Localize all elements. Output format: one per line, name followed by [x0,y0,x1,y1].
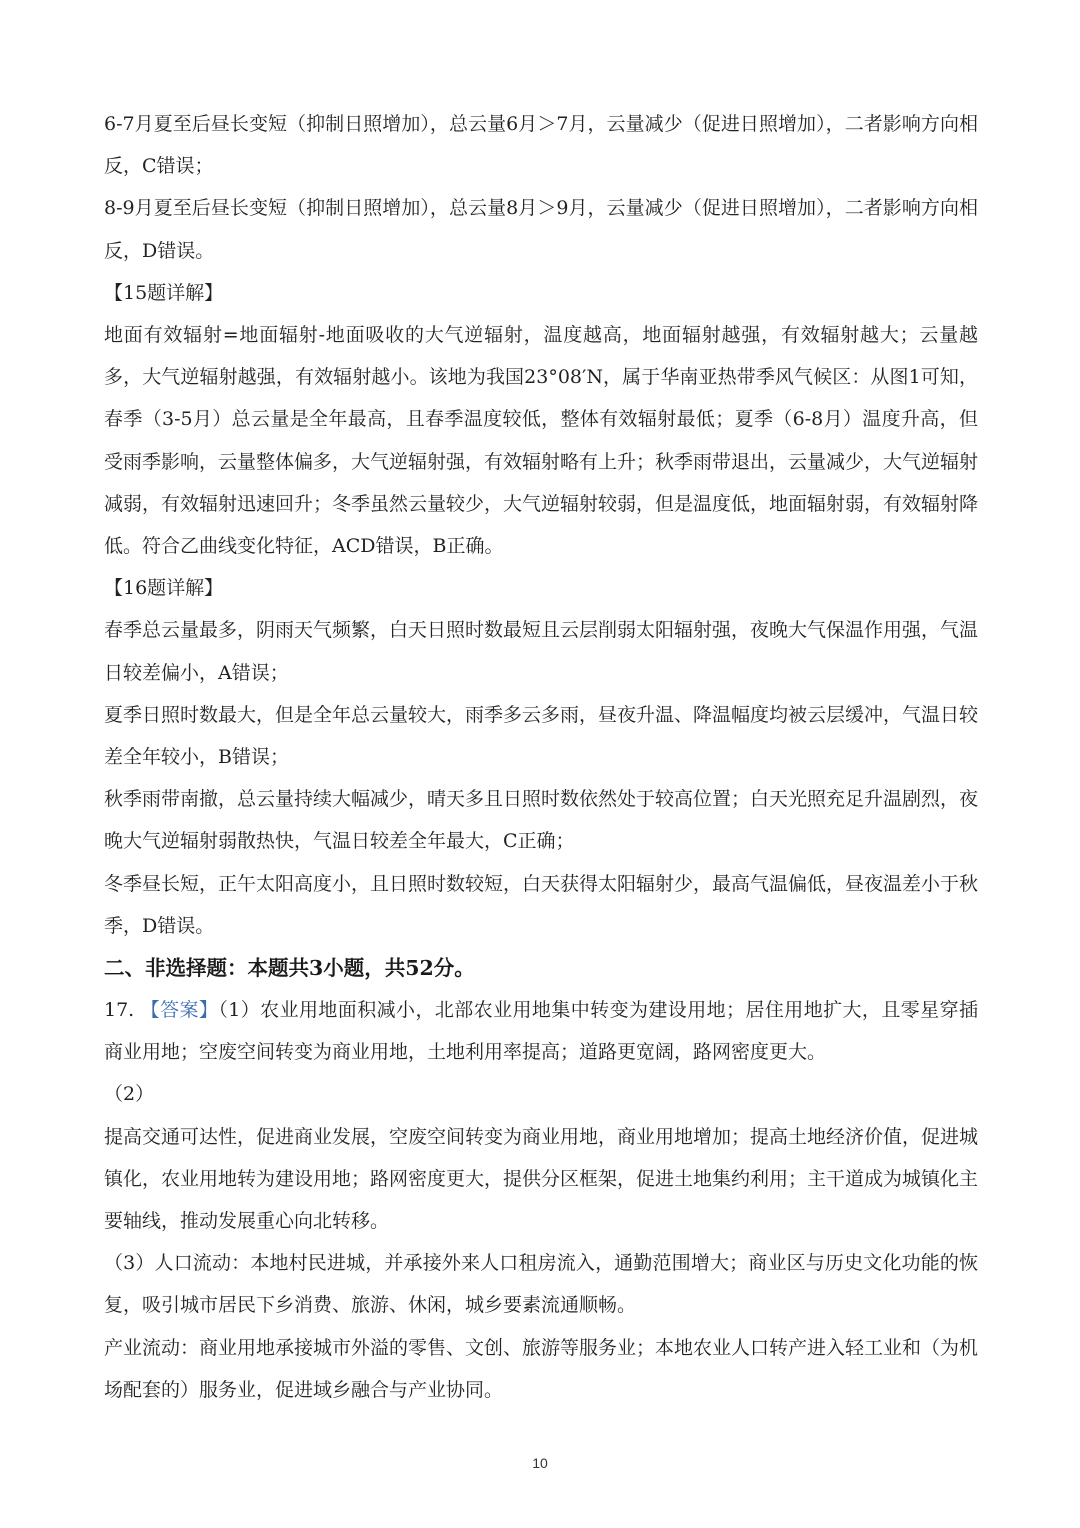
heading-q15: 【15题详解】 [104,281,224,304]
paragraph-q17-part2: 提高交通可达性，促进商业发展，空废空间转变为商业用地，商业用地增加；提高土地经济价值，促进城镇化，农业用地转为建设用地；路网密度更大，提供分区框架，促进土地集约利用；主干道成为城镇化主要轴线，推动发展重心向北转移。 [104,1125,979,1233]
answer-part1-text: （1）农业用地面积减小，北部农业用地集中转变为建设用地；居住用地扩大，且零星穿插商业用地；空废空间转变为商业用地，土地利用率提高；道路更宽阔，路网密度更大。 [104,999,978,1064]
document-body [104,103,978,1411]
heading-q16: 【16题详解】 [104,577,224,600]
section-title-non-choice: 二、非选择题：本题共3小题，共52分。 [104,956,475,981]
paragraph-q16-a: 春季总云量最多，阴雨天气频繁，白天日照时数最短且云层削弱太阳辐射强，夜晚大气保温作用强，气温日较差偏小，A错误； [104,619,979,684]
question-number: 17. [104,999,135,1022]
paragraph-q14-c: 6-7月夏至后昼长变短（抑制日照增加），总云量6月＞7月，云量减少（促进日照增加），二者影响方向相反，C错误； [104,113,978,178]
answer-tag: 【答案】 [140,999,219,1022]
paragraph-q14-d: 8-9月夏至后昼长变短（抑制日照增加），总云量8月＞9月，云量减少（促进日照增加），二者影响方向相反，D错误。 [104,197,978,262]
paragraph-q17-part4: 产业流动：商业用地承接城市外溢的零售、文创、旅游等服务业；本地农业人口转产进入轻工业和（为机场配套的）服务业，促进域乡融合与产业协同。 [104,1336,979,1401]
paragraph-q17-part3: （3）人口流动：本地村民进城，并承接外来人口租房流入，通勤范围增大；商业区与历史文化功能的恢复，吸引城市居民下乡消费、旅游、休闲，城乡要素流通顺畅。 [104,1252,978,1317]
paragraph-q17-part1 [104,989,978,1073]
paragraph-q16-d: 冬季昼长短，正午太阳高度小，且日照时数较短，白天获得太阳辐射少，最高气温偏低，昼夜温差小于秋季，D错误。 [104,872,979,937]
paragraph-q16-b: 夏季日照时数最大，但是全年总云量较大，雨季多云多雨，昼夜升温、降温幅度均被云层缓冲，气温日较差全年较小，B错误； [104,703,979,769]
paragraph-q17-part2-label: （2） [104,1083,155,1106]
page-number: 10 [532,1455,548,1471]
paragraph-q15: 地面有效辐射=地面辐射-地面吸收的大气逆辐射，温度越高，地面辐射越强，有效辐射越大；云量越多，大气逆辐射越强，有效辐射越小。该地为我国23°08′N，属于华南亚热带季风气候区：从图1可知，春季（3-5月）总云量是全年最高，且春季温度较低，整体有效辐射最低；夏季（6-8月）温度升高，但受雨季影响，云量整体偏多，大气逆辐射强，有效辐射略有上升；秋季雨带退出，云量减少，大气逆辐射减弱，有效辐射迅速回升；冬季虽然云量较少，大气逆辐射较弱，但是温度低，地面辐射弱，有效辐射降低。符合乙曲线变化特征，ACD错误，B正确。 [104,324,979,558]
paragraph-q16-c: 秋季雨带南撤，总云量持续大幅减少，晴天多且日照时数依然处于较高位置；白天光照充足升温剧烈，夜晚大气逆辐射弱散热快，气温日较差全年最大，C正确； [104,788,979,853]
